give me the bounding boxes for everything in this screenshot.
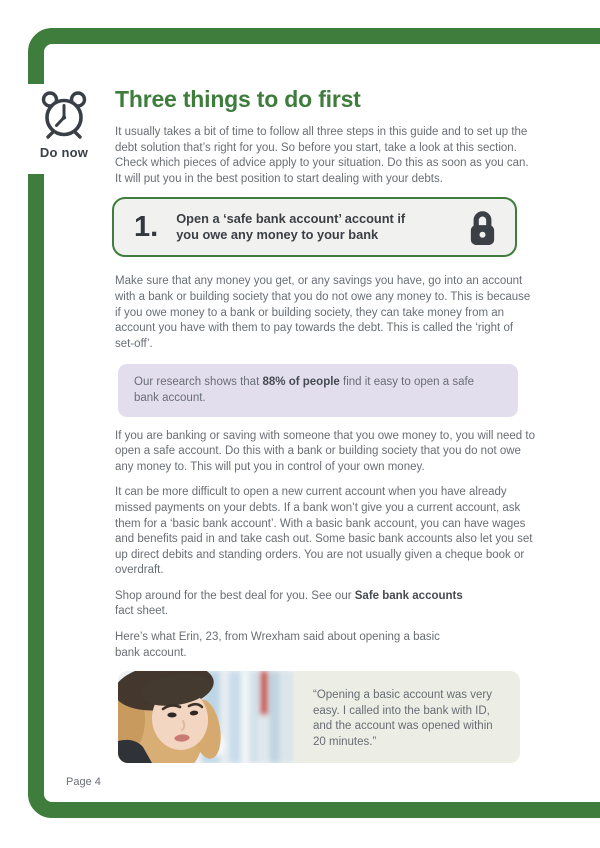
banking-paragraph: If you are banking or saving with someone that you owe money to, you will need to open a safe account. Do this with a bank or building society that you do not owe any money to. This will put you in control of your own money. [115, 429, 535, 473]
do-now-badge [36, 90, 92, 160]
difficult-paragraph: It can be more difficult to open a new current account when you have already missed payments on your debts. If a bank won’t give you a current account, ask them for a ‘basic bank account’. With a basic bank account, you can have wages and benefits paid in and take cash out. Some basic bank accounts also let you set up direct debits and standing orders. You are not usually given a cheque book or overdraft. [115, 486, 533, 577]
step-number: 1. [134, 210, 159, 243]
shop-text-prefix: Shop around for the best deal for you. See our [115, 589, 355, 602]
testimonial-intro: Here’s what Erin, 23, from Wrexham said about opening a basic bank account. [115, 631, 440, 659]
research-text-suffix: find it easy to open a safe bank account. [134, 376, 475, 404]
testimonial-quote-box [294, 671, 520, 763]
page-number: Page 4 [66, 776, 101, 788]
do-now-label: Do now [39, 145, 89, 160]
factsheet-name: Safe bank accounts [354, 589, 463, 602]
research-text [134, 375, 502, 406]
page-title: Three things to do first [115, 86, 361, 112]
make-sure-paragraph: Make sure that any money you get, or any savings you have, go into an account with a bank or building society that you do not owe any money to. This is because if you owe money to a bank or building society, they can take money from an account you have with them to pay towards the debt. This is called the ‘right of set-off’. [115, 275, 531, 350]
shop-around-paragraph [115, 589, 535, 620]
testimonial-block [118, 671, 520, 763]
shop-text-suffix: fact sheet. [115, 605, 169, 618]
alarm-clock-icon [36, 90, 92, 142]
step-1-box [112, 197, 517, 257]
intro-paragraph: It usually takes a bit of time to follow all three steps in this guide and to set up the debt solution that’s right for you. So before you start, take a look at this section. Check which pieces of advice apply to your situation. Do this as soon as you can. It will put you in the best position to start dealing with your debts. [115, 126, 529, 185]
research-text-prefix: Our research shows that [134, 376, 263, 389]
research-highlight-box [118, 364, 518, 416]
padlock-icon [466, 207, 499, 248]
testimonial-quote: “Opening a basic account was very easy. I called into the bank with ID, and the account was opened within 20 minutes.” [313, 689, 493, 749]
step-title: Open a ‘safe bank account’ account if you owe any money to your bank [176, 211, 406, 243]
testimonial-photo [118, 671, 294, 763]
research-stat: 88% of people [262, 376, 340, 389]
main-content [115, 86, 535, 763]
